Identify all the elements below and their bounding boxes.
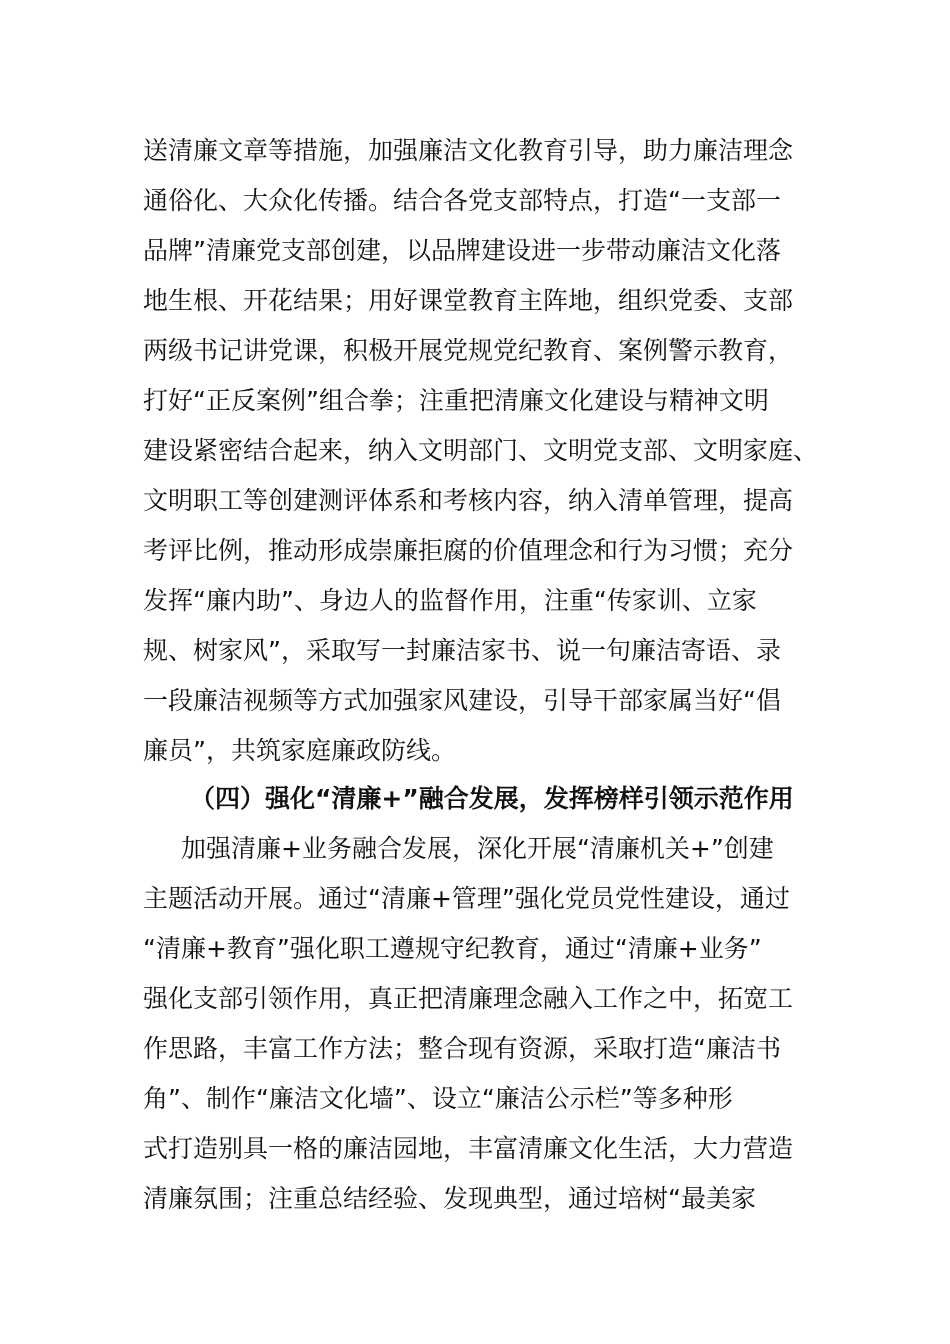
paragraph-1-line-10: 发挥“廉内助”、身边人的监督作用，注重“传家训、立家: [143, 586, 757, 615]
paragraph-2-line-3: “清廉+教育”强化职工遵规守纪教育，通过“清廉+业务”: [143, 934, 762, 963]
paragraph-2-line-1: 加强清廉+业务融合发展，深化开展“清廉机关+”创建: [181, 834, 774, 863]
paragraph-2-line-5: 作思路，丰富工作方法；整合现有资源，采取打造“廉洁书: [143, 1034, 781, 1063]
paragraph-1-line-13: 廉员”，共筑家庭廉政防线。: [143, 736, 456, 765]
paragraph-1-line-9: 考评比例，推动形成崇廉拒腐的价值理念和行为习惯；充分: [143, 536, 794, 565]
section-heading: （四）强化“清廉+”融合发展，发挥榜样引领示范作用: [190, 784, 794, 813]
paragraph-1-line-11: 规、树家风”，采取写一封廉洁家书、说一句廉洁寄语、录: [143, 636, 781, 665]
paragraph-2-line-8: 清廉氛围；注重总结经验、发现典型，通过培树“最美家: [143, 1184, 756, 1213]
paragraph-1-line-1: 送清廉文章等措施，加强廉洁文化教育引导，助力廉洁理念: [143, 136, 794, 165]
paragraph-2-line-7: 式打造别具一格的廉洁园地，丰富清廉文化生活，大力营造: [143, 1134, 794, 1163]
paragraph-1-line-6: 打好“正反案例”组合拳；注重把清廉文化建设与精神文明: [143, 386, 769, 415]
paragraph-1-line-4: 地生根、开花结果；用好课堂教育主阵地，组织党委、支部: [143, 286, 794, 315]
paragraph-1-line-12: 一段廉洁视频等方式加强家风建设，引导干部家属当好“倡: [143, 686, 781, 715]
paragraph-1-line-2: 通俗化、大众化传播。结合各党支部特点，打造“一支部一: [143, 186, 781, 215]
paragraph-1-line-7: 建设紧密结合起来，纳入文明部门、文明党支部、文明家庭、: [143, 436, 819, 465]
paragraph-1-line-5: 两级书记讲党课，积极开展党规党纪教育、案例警示教育，: [143, 336, 794, 365]
paragraph-2-line-6: 角”、制作“廉洁文化墙”、设立“廉洁公示栏”等多种形: [143, 1084, 733, 1113]
paragraph-1-line-8: 文明职工等创建测评体系和考核内容，纳入清单管理，提高: [143, 486, 794, 515]
paragraph-2-line-2: 主题活动开展。通过“清廉+管理”强化党员党性建设，通过: [143, 884, 790, 913]
paragraph-1-line-3: 品牌”清廉党支部创建，以品牌建设进一步带动廉洁文化落: [143, 236, 781, 265]
paragraph-2-line-4: 强化支部引领作用，真正把清廉理念融入工作之中，拓宽工: [143, 984, 794, 1013]
